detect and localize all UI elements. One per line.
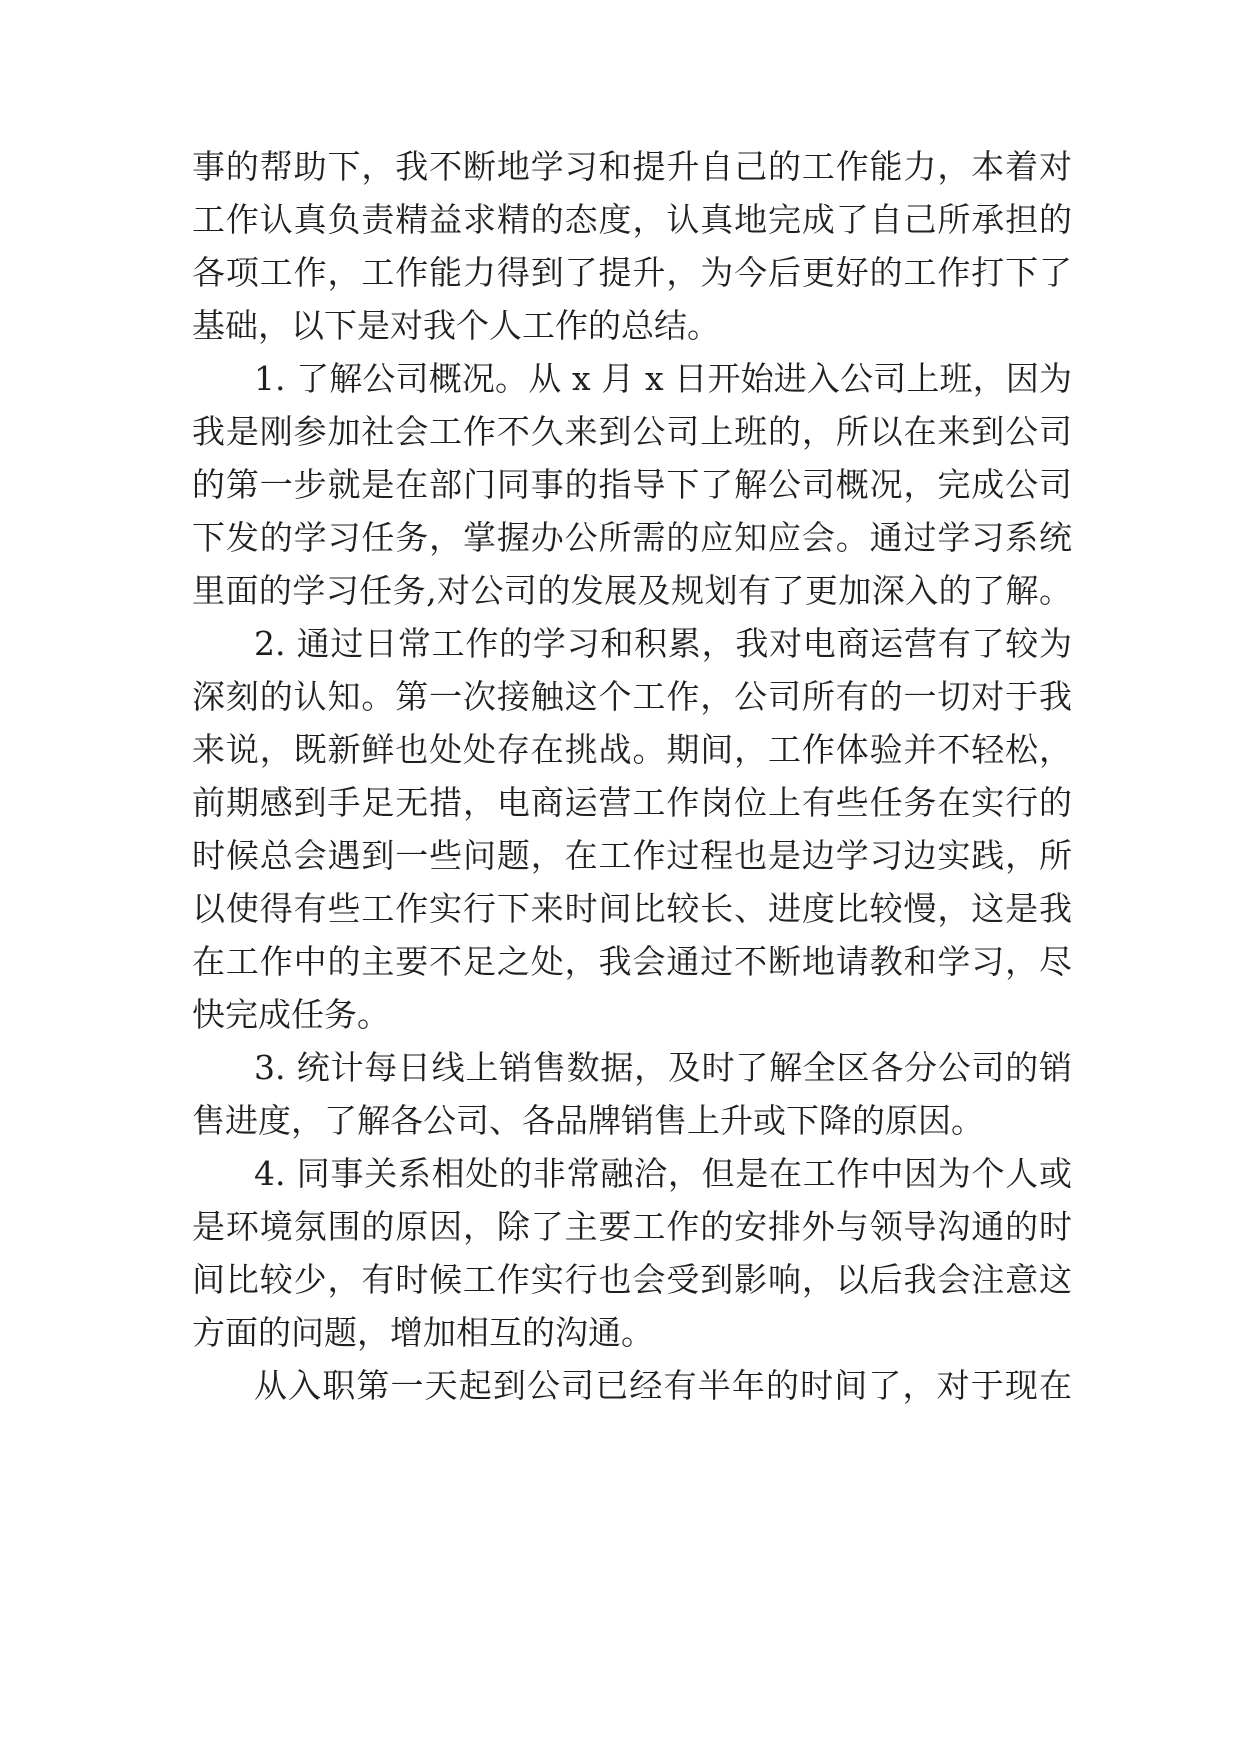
- list-item-3-line: 3. 统计每日线上销售数据，及时了解全区各分公司的销: [254, 1048, 1072, 1087]
- body-text-line: 事的帮助下，我不断地学习和提升自己的工作能力，本着对: [192, 147, 1072, 186]
- closing-paragraph-line: 从入职第一天起到公司已经有半年的时间了，对于现在: [254, 1366, 1072, 1405]
- list-item-4-line: 4. 同事关系相处的非常融洽，但是在工作中因为个人或: [254, 1154, 1072, 1193]
- body-text-line: 快完成任务。: [192, 995, 390, 1034]
- body-text-line: 以使得有些工作实行下来时间比较长、进度比较慢，这是我: [192, 889, 1072, 928]
- body-text-line: 各项工作，工作能力得到了提升，为今后更好的工作打下了: [192, 253, 1072, 292]
- body-text-line: 深刻的认知。第一次接触这个工作，公司所有的一切对于我: [192, 677, 1072, 716]
- body-text-line: 下发的学习任务，掌握办公所需的应知应会。通过学习系统: [192, 518, 1072, 557]
- list-item-1-line: 1. 了解公司概况。从 x 月 x 日开始进入公司上班，因为: [254, 359, 1072, 398]
- body-text-line: 工作认真负责精益求精的态度，认真地完成了自己所承担的: [192, 200, 1072, 239]
- body-text-line: 里面的学习任务,对公司的发展及规划有了更加深入的了解。: [192, 571, 1072, 610]
- body-text-line: 是环境氛围的原因，除了主要工作的安排外与领导沟通的时: [192, 1207, 1072, 1246]
- body-text-line: 来说，既新鲜也处处存在挑战。期间，工作体验并不轻松，: [192, 730, 1072, 769]
- body-text-line: 间比较少，有时候工作实行也会受到影响，以后我会注意这: [192, 1260, 1072, 1299]
- body-text-line: 的第一步就是在部门同事的指导下了解公司概况，完成公司: [192, 465, 1072, 504]
- body-text-line: 前期感到手足无措，电商运营工作岗位上有些任务在实行的: [192, 783, 1072, 822]
- body-text-line: 在工作中的主要不足之处，我会通过不断地请教和学习，尽: [192, 942, 1072, 981]
- body-text-line: 我是刚参加社会工作不久来到公司上班的，所以在来到公司: [192, 412, 1072, 451]
- list-item-2-line: 2. 通过日常工作的学习和积累，我对电商运营有了较为: [254, 624, 1072, 663]
- body-text-line: 售进度，了解各公司、各品牌销售上升或下降的原因。: [192, 1101, 984, 1140]
- body-text-line: 时候总会遇到一些问题，在工作过程也是边学习边实践，所: [192, 836, 1072, 875]
- body-text-line: 基础，以下是对我个人工作的总结。: [192, 306, 720, 345]
- body-text-line: 方面的问题，增加相互的沟通。: [192, 1313, 654, 1352]
